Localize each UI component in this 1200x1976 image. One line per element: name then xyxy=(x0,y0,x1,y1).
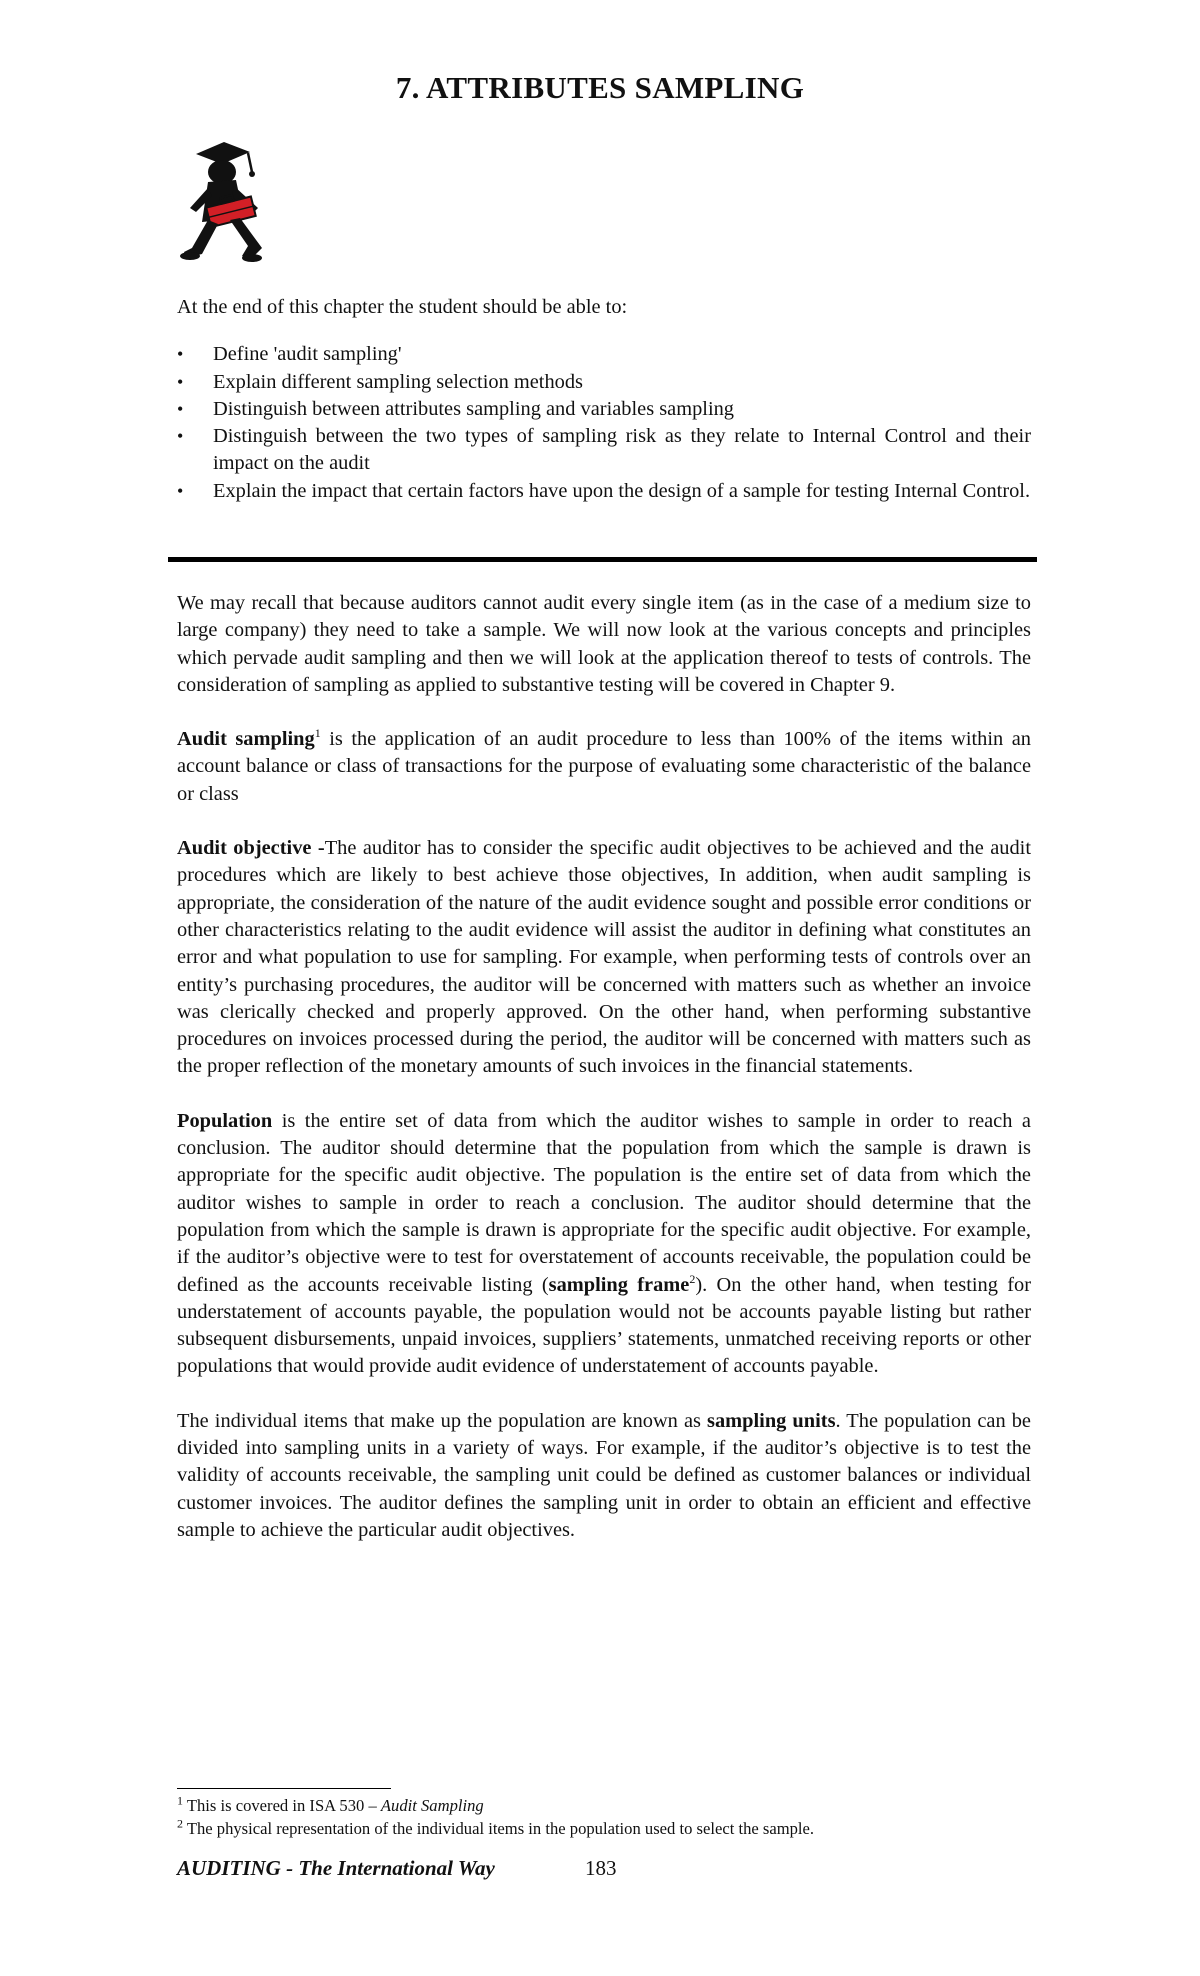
footnote-ref-1: 1 xyxy=(314,726,321,741)
graduate-mascot-icon xyxy=(178,138,288,268)
book-title: AUDITING - The International Way xyxy=(177,1856,495,1880)
page-number: 183 xyxy=(585,1856,617,1880)
objective-item xyxy=(177,423,1031,478)
term-sampling-units: sampling units xyxy=(707,1409,836,1432)
chapter-title: 7. ATTRIBUTES SAMPLING xyxy=(395,70,805,105)
footnote-ref-2: 2 xyxy=(689,1271,696,1286)
objective-item xyxy=(177,369,1031,396)
term-population: Population xyxy=(177,1109,273,1132)
objective-item xyxy=(177,341,1031,368)
paragraph-population: Population is the entire set of data from which the auditor wishes to sample in order to reach a conclusion. The auditor should determine that the population from which the sample is drawn is appropriate for the specific audit objective. The population is the entire set of data from which the auditor wishes to sample in order to reach a conclusion. The auditor should determine that the population from which the sample is drawn is appropriate for the specific audit objective. For example, if the auditor’s objective were to test for overstatement of accounts receivable, the population could be defined as the accounts receivable listing (sampling frame$^2$). On the other hand, when testing for understatement of accounts payable, the population would not be accounts payable listing but rather subsequent disbursements, unpaid invoices, suppliers’ statements, unmatched receiving reports or other populations that would provide audit evidence of understatement of accounts payable. xyxy=(177,1109,1031,1378)
objectives-lead: At the end of this chapter the student should be able to: xyxy=(177,296,628,318)
objective-text: Distinguish between the two types of sampling risk as they relate to Internal Control and their impact on the audit xyxy=(213,425,1031,475)
learning-objectives-section xyxy=(177,294,1031,505)
bullet-icon: • xyxy=(177,371,184,392)
term-sampling-frame: sampling frame xyxy=(548,1273,690,1296)
bullet-icon: • xyxy=(177,426,184,447)
footnote-1: $^1$ This is covered in ISA 530 – Audit Sampling xyxy=(177,1793,484,1815)
objective-text: Explain different sampling selection methods xyxy=(213,370,583,393)
section-divider xyxy=(168,557,1037,562)
bullet-icon: • xyxy=(177,398,184,419)
objective-text: Explain the impact that certain factors have upon the design of a sample for testing Internal Control. xyxy=(213,479,1031,502)
objective-text: Define 'audit sampling' xyxy=(213,343,402,366)
paragraph-audit-objective: Audit objective -The auditor has to consider the specific audit objectives to be achieved and the audit procedures which are likely to best achieve those objectives, In addition, when audit sampling is appropriate, the consideration of the nature of the audit evidence sought and possible error conditions or other characteristics relating to the audit evidence will assist the auditor in defining what constitutes an error and what population to use for sampling. For example, when performing tests of controls over an entity’s purchasing procedures, the auditor will be concerned with matters such as whether an invoice was clerically checked and properly approved. On the other hand, when performing substantive procedures on invoices processed during the period, the auditor will be concerned with matters such as the proper reflection of the monetary amounts of such invoices in the financial statements. xyxy=(177,837,1031,1078)
footnote-separator xyxy=(177,1788,391,1789)
objective-item xyxy=(177,396,1031,423)
bullet-icon: • xyxy=(177,480,184,501)
paragraph-sampling-units: The individual items that make up the population are known as sampling units. The population can be divided into sampling units in a variety of ways. For example, if the auditor’s objective is to test the validity of accounts receivable, the sampling unit could be defined as customer balances or individual customer invoices. The auditor defines the sampling unit in order to obtain an efficient and effective sample to achieve the particular audit objectives. xyxy=(177,1409,1031,1541)
footnotes xyxy=(177,1794,1031,1840)
bullet-icon: • xyxy=(177,344,184,365)
page-footer xyxy=(177,1856,617,1881)
objective-item xyxy=(177,478,1031,505)
term-audit-sampling: Audit sampling xyxy=(177,728,315,751)
term-audit-objective: Audit objective - xyxy=(177,837,325,860)
footnote-2: $^2$ The physical representation of the individual items in the population used to select the sample. xyxy=(177,1816,815,1838)
objective-text: Distinguish between attributes sampling and variables sampling xyxy=(213,397,734,420)
paragraph-audit-sampling: Audit sampling$^1$ is the application of an audit procedure to less than 100% of the items within an account balance or class of transactions for the purpose of evaluating some characteristic of the balance or class xyxy=(177,726,1031,805)
paragraph-intro: We may recall that because auditors cannot audit every single item (as in the case of a medium size to large company) they need to take a sample. We will now look at the various concepts and principles which pervade audit sampling and then we will look at the application thereof to tests of controls. The consideration of sampling as applied to substantive testing will be covered in Chapter 9. xyxy=(177,592,1031,696)
chapter-body xyxy=(177,590,1031,1571)
objectives-list xyxy=(177,341,1031,505)
